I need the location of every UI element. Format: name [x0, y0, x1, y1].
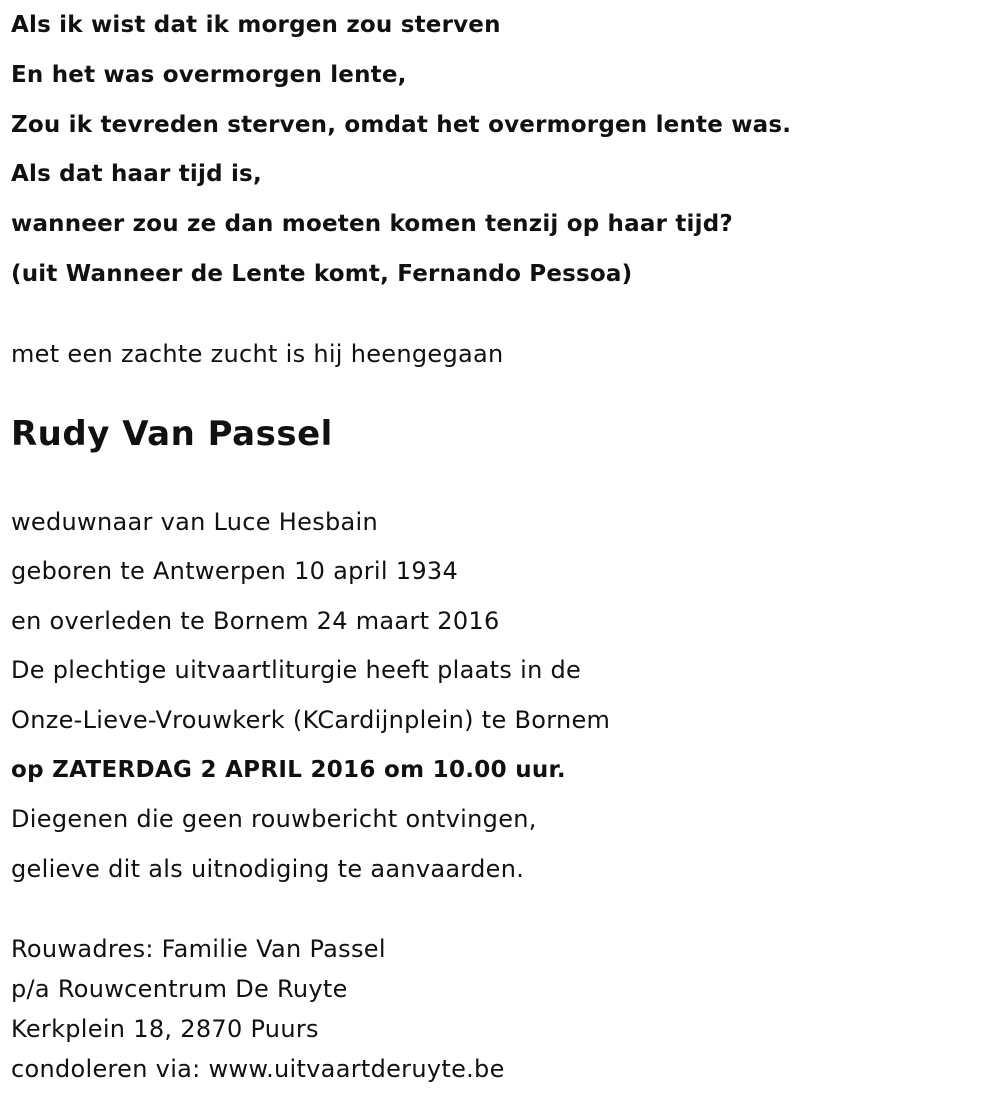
deceased-name: Rudy Van Passel: [11, 414, 333, 454]
poem-attribution: (uit Wanneer de Lente komt, Fernando Pessoa): [11, 261, 633, 287]
address-line-3: Kerkplein 18, 2870 Puurs: [11, 1015, 319, 1043]
address-line-1: Rouwadres: Familie Van Passel: [11, 935, 386, 963]
intro-text: met een zachte zucht is hij heengegaan: [11, 340, 504, 368]
poem-line-2: En het was overmorgen lente,: [11, 62, 407, 88]
death-line: en overleden te Bornem 24 maart 2016: [11, 607, 500, 635]
funeral-date-line: op ZATERDAG 2 APRIL 2016 om 10.00 uur.: [11, 757, 566, 783]
poem-line-4: Als dat haar tijd is,: [11, 161, 262, 187]
birth-line: geboren te Antwerpen 10 april 1934: [11, 557, 459, 585]
condolence-link[interactable]: condoleren via: www.uitvaartderuyte.be: [11, 1055, 505, 1083]
no-notice-line: Diegenen die geen rouwbericht ontvingen,: [11, 805, 537, 833]
widower-line: weduwnaar van Luce Hesbain: [11, 508, 379, 536]
poem-line-5: wanneer zou ze dan moeten komen tenzij op haar tijd?: [11, 211, 733, 237]
church-line: Onze-Lieve-Vrouwkerk (KCardijnplein) te Bornem: [11, 706, 611, 734]
poem-line-1: Als ik wist dat ik morgen zou sterven: [11, 12, 501, 38]
invitation-line: gelieve dit als uitnodiging te aanvaarden.: [11, 855, 525, 883]
liturgy-line: De plechtige uitvaartliturgie heeft plaats in de: [11, 656, 582, 684]
poem-line-3: Zou ik tevreden sterven, omdat het overmorgen lente was.: [11, 112, 792, 138]
address-line-2: p/a Rouwcentrum De Ruyte: [11, 975, 348, 1003]
